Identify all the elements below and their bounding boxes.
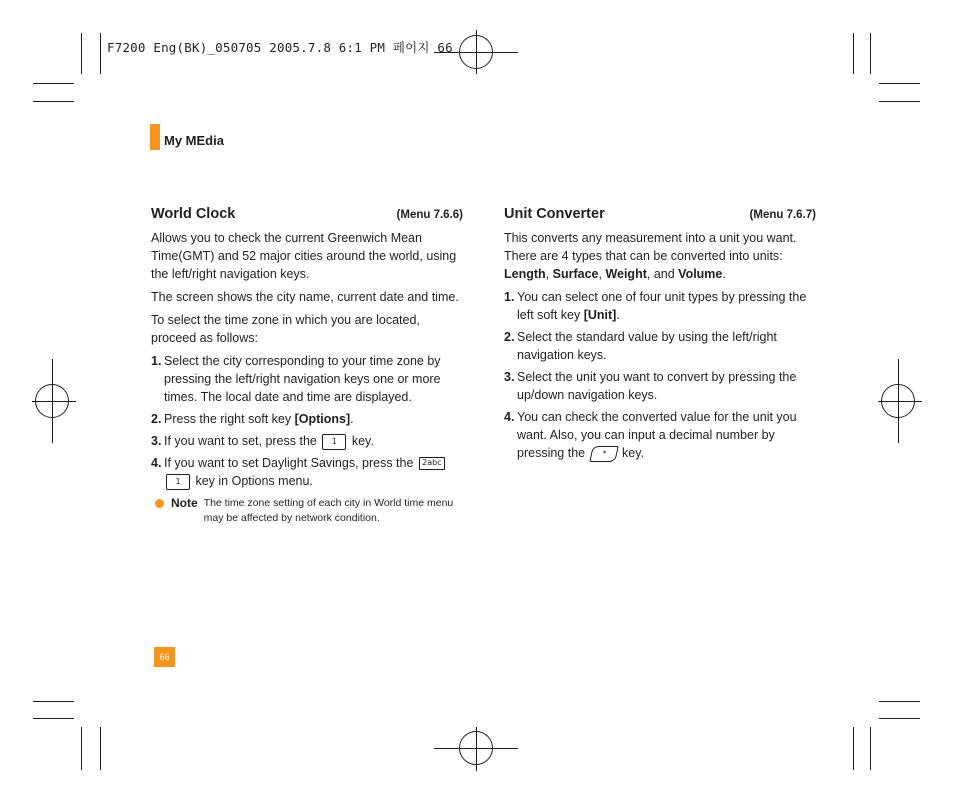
print-slug: F7200 Eng(BK)_050705 2005.7.8 6:1 PM 페이지 66 [107,40,453,55]
note-label: Note [171,496,198,510]
step-item: 1. Select the city corresponding to your time zone by pressing the left/right navigation keys one or more times. The local date and time are displayed. [151,354,441,404]
step-item: 3. Select the unit you want to convert by pressing the up/down navigation keys. [504,370,797,402]
note-bullet-icon [155,499,164,508]
paragraph: This converts any measurement into a unit you want. There are 4 types that can be converted into units: Length, Surface, Weight, and Volume. [504,231,797,281]
key-1-icon: 1 [322,434,346,450]
step-item: 3. If you want to set, press the 1 key. [151,434,374,448]
step-item: 2. Select the standard value by using the left/right navigation keys. [504,330,777,362]
page-number: 66 [154,647,175,667]
key-2abc-icon: 2abc [419,457,445,470]
world-clock-column [151,205,463,526]
paragraph: Allows you to check the current Greenwich Mean Time(GMT) and 52 major cities around the world, using the left/right navigation keys. [151,231,457,281]
section-tab-marker [150,124,160,150]
world-clock-heading: World Clock [151,206,236,222]
key-1-icon: 1 [166,474,190,490]
key-star-icon: * [589,446,618,462]
note-block [151,496,463,526]
world-clock-menu-ref: (Menu 7.6.6) [396,209,463,221]
unit-converter-heading: Unit Converter [504,206,605,222]
step-item: 2. Press the right soft key [Options]. [151,412,354,426]
paragraph: The screen shows the city name, current date and time. [151,290,459,304]
step-item: 4. You can check the converted value for the unit you want. Also, you can input a decimal number by pressing the * key. [504,410,797,460]
note-text: The time zone setting of each city in World time menu may be affected by network condition. [203,497,454,524]
section-label: My MEdia [164,133,224,148]
paragraph: To select the time zone in which you are located, proceed as follows: [151,313,420,345]
step-item: 1. You can select one of four unit types by pressing the left soft key [Unit]. [504,290,807,322]
unit-converter-menu-ref: (Menu 7.6.7) [749,209,816,221]
unit-converter-column [504,205,816,466]
step-item: 4. If you want to set Daylight Savings, press the 2abc 1 key in Options menu. [151,454,463,490]
